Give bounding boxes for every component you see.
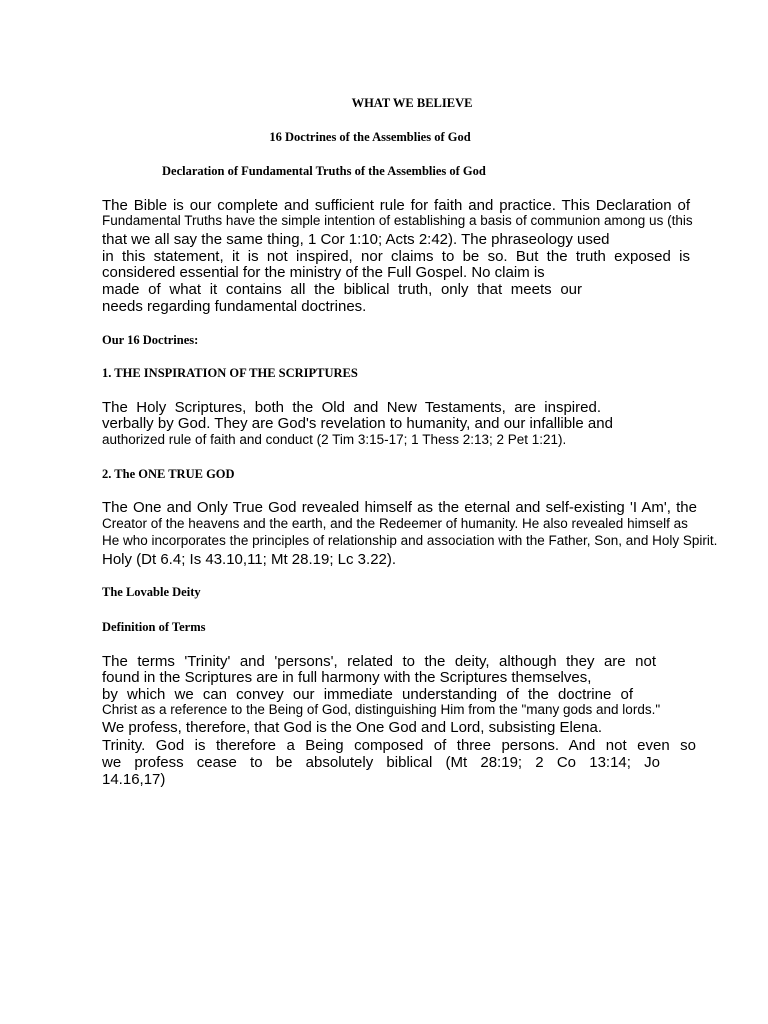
section-2-line-2: Creator of the heavens and the earth, and the Redeemer of humanity. He also revealed himself as <box>102 516 688 531</box>
document-subtitle: 16 Doctrines of the Assemblies of God <box>269 130 471 144</box>
definition-heading: Definition of Terms <box>102 620 206 634</box>
section-1-line-2: verbally by God. They are God's revelation to humanity, and our infallible and <box>102 415 613 432</box>
intro-line-4: in this statement, it is not inspired, nor claims to be so. But the truth exposed is <box>102 248 690 265</box>
document-title: WHAT WE BELIEVE <box>351 96 473 110</box>
definition-line-2: found in the Scriptures are in full harmony with the Scriptures themselves, <box>102 669 592 686</box>
lovable-deity-heading: The Lovable Deity <box>102 585 201 599</box>
section-2-heading: 2. The ONE TRUE GOD <box>102 467 235 481</box>
doctrines-heading: Our 16 Doctrines: <box>102 333 199 347</box>
definition-line-6: Trinity. God is therefore a Being composed of three persons. And not even so <box>102 737 696 754</box>
intro-line-3: that we all say the same thing, 1 Cor 1:10; Acts 2:42). The phraseology used <box>102 231 610 248</box>
section-1-line-3: authorized rule of faith and conduct (2 Tim 3:15-17; 1 Thess 2:13; 2 Pet 1:21). <box>102 432 567 447</box>
definition-line-8: 14.16,17) <box>102 771 166 788</box>
definition-line-1: The terms 'Trinity' and 'persons', related to the deity, although they are not <box>102 653 656 670</box>
intro-line-2: Fundamental Truths have the simple intention of establishing a basis of communion among us (this <box>102 213 693 228</box>
definition-line-4: Christ as a reference to the Being of God, distinguishing Him from the "many gods and lords." <box>102 702 661 717</box>
intro-line-7: needs regarding fundamental doctrines. <box>102 298 367 315</box>
section-2-line-3: He who incorporates the principles of relationship and association with the Father, Son, and Holy Spirit. <box>102 533 718 548</box>
section-1-line-1: The Holy Scriptures, both the Old and New Testaments, are inspired. <box>102 399 601 416</box>
section-2-line-1: The One and Only True God revealed himself as the eternal and self-existing 'I Am', the <box>102 499 697 516</box>
section-2-line-4: Holy (Dt 6.4; Is 43.10,11; Mt 28.19; Lc 3.22). <box>102 551 397 568</box>
definition-line-7: we profess cease to be absolutely biblical (Mt 28:19; 2 Co 13:14; Jo <box>102 754 660 771</box>
definition-line-5: We profess, therefore, that God is the One God and Lord, subsisting Elena. <box>102 719 603 736</box>
intro-line-1: The Bible is our complete and sufficient rule for faith and practice. This Declaration of <box>102 197 690 214</box>
definition-line-3: by which we can convey our immediate understanding of the doctrine of <box>102 686 633 703</box>
intro-line-5: considered essential for the ministry of the Full Gospel. No claim is <box>102 264 545 281</box>
declaration-heading: Declaration of Fundamental Truths of the Assemblies of God <box>162 164 486 178</box>
section-1-heading: 1. THE INSPIRATION OF THE SCRIPTURES <box>102 366 358 380</box>
intro-line-6: made of what it contains all the biblical truth, only that meets our <box>102 281 582 298</box>
